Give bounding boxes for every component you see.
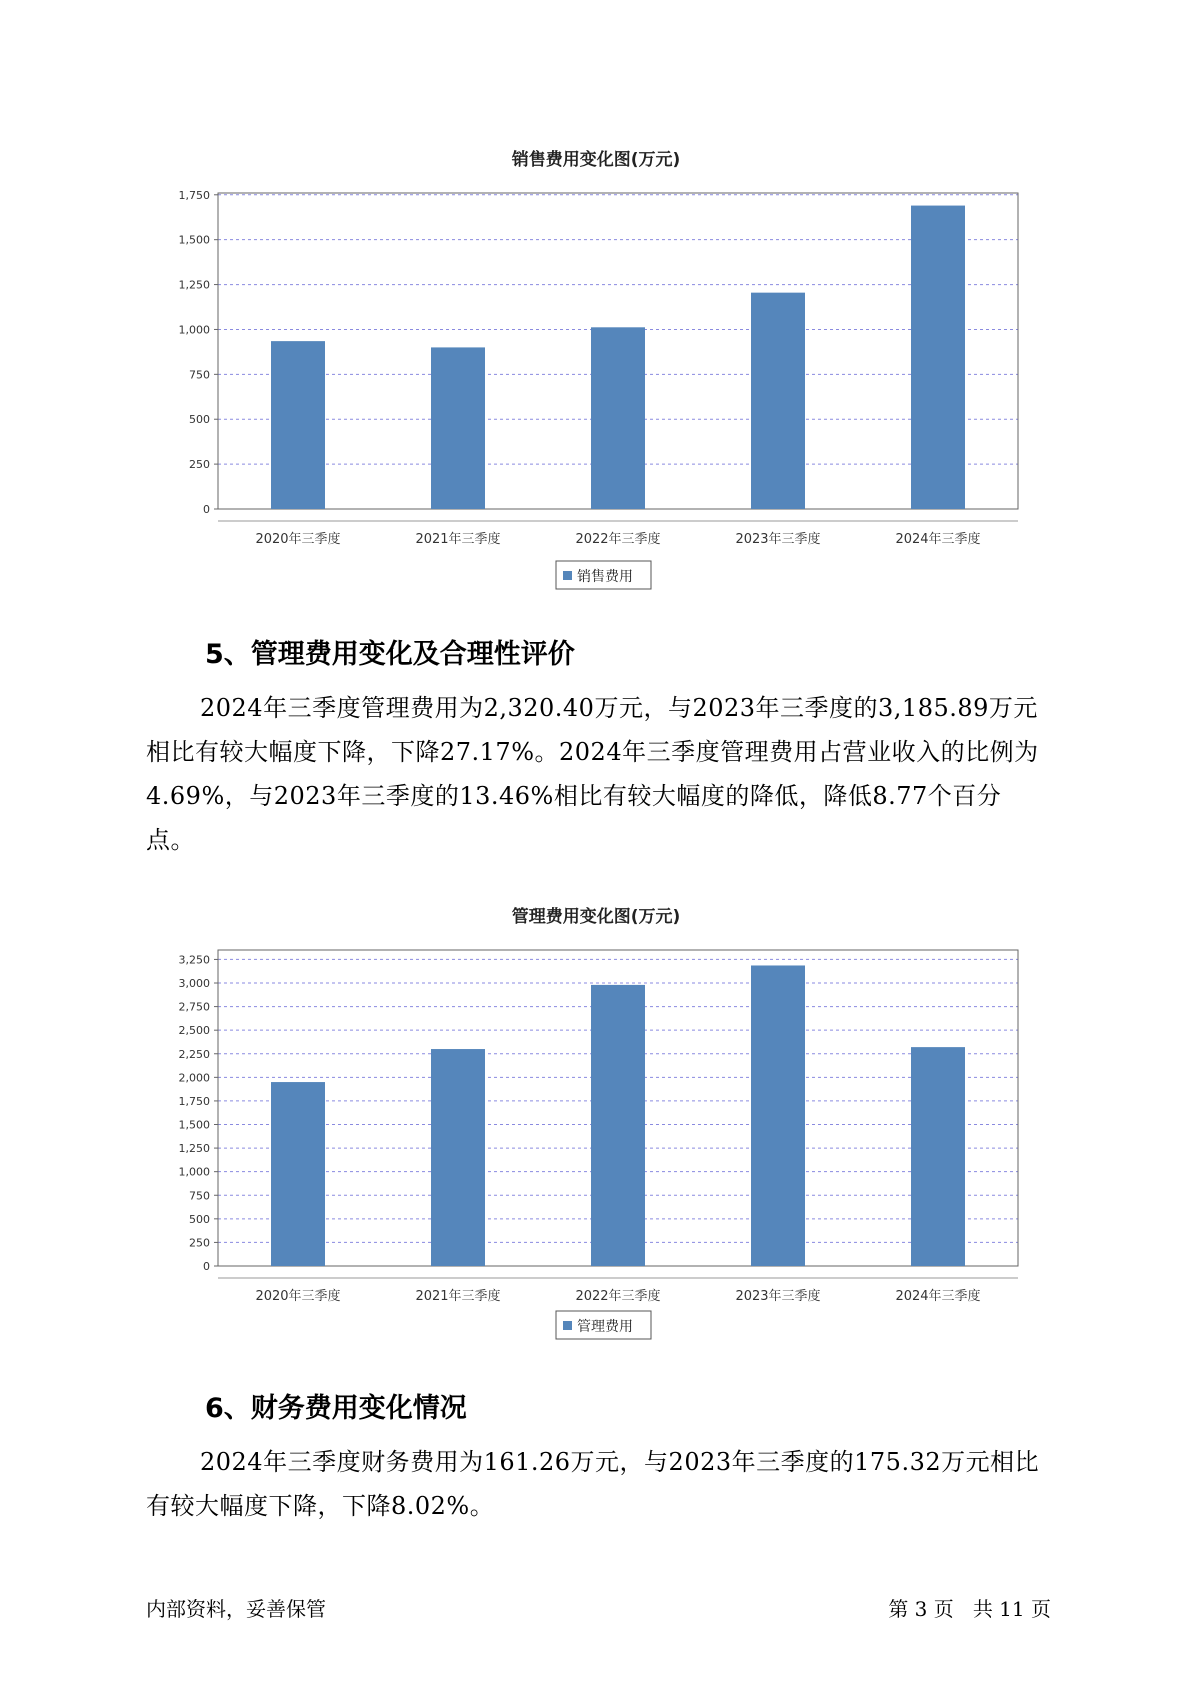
x-category-label: 2023年三季度 [735,532,821,547]
sales-expense-chart [0,135,1191,595]
x-axis-categories [255,531,980,547]
legend [556,561,651,589]
bar [431,347,485,509]
y-tick-label: 2,250 [178,1047,210,1061]
x-category-label: 2024年三季度 [895,532,981,547]
bars [271,206,965,509]
y-tick-label: 1,250 [178,278,210,292]
y-tick-label: 1,500 [178,233,210,247]
section-5-heading: 5、管理费用变化及合理性评价 [205,639,575,670]
y-tick-label: 250 [189,458,210,472]
sales-expense-chart-svg [0,135,1191,595]
legend-label: 管理费用 [577,1319,633,1335]
y-axis-ticks [179,953,219,1273]
y-tick-label: 1,250 [178,1142,210,1156]
x-category-label: 2024年三季度 [895,1289,981,1304]
bar [591,327,645,509]
bar [431,1049,485,1266]
y-tick-label: 1,750 [178,1094,210,1108]
y-tick-label: 500 [189,413,210,427]
bar [271,1082,325,1266]
x-category-label: 2020年三季度 [255,532,341,547]
y-tick-label: 750 [189,368,210,382]
x-category-label: 2022年三季度 [575,1289,661,1304]
y-tick-label: 3,000 [178,977,210,991]
bar [271,341,325,509]
y-tick-label: 2,000 [178,1071,210,1085]
legend-swatch [563,571,572,580]
y-tick-label: 500 [189,1212,210,1226]
y-tick-label: 250 [189,1236,210,1250]
legend-swatch [563,1321,572,1330]
legend-label: 销售费用 [577,569,633,585]
section-5-paragraph: 2024年三季度管理费用为2,320.40万元，与2023年三季度的3,185.89万元相比有较大幅度下降，下降27.17%。2024年三季度管理费用占营业收入的比例为4.69%，与2023年三季度的13.46%相比有较大幅度的降低，降低8.77个百分点。 [146,694,1039,854]
bar [911,1047,965,1266]
bar [751,293,805,509]
y-tick-label: 0 [203,1260,210,1273]
section-6-heading: 6、财务费用变化情况 [205,1393,467,1424]
bar [911,206,965,509]
section-6-paragraph: 2024年三季度财务费用为161.26万元，与2023年三季度的175.32万元相比有较大幅度下降，下降8.02%。 [146,1448,1040,1520]
bars [271,965,965,1266]
footer-left: 内部资料，妥善保管 [146,1597,326,1621]
y-tick-label: 2,750 [178,1000,210,1014]
y-tick-label: 2,500 [178,1024,210,1038]
y-tick-label: 750 [189,1189,210,1203]
y-tick-label: 0 [203,503,210,516]
x-category-label: 2022年三季度 [575,532,661,547]
footer-page-number: 第 3 页 共 11 页 [888,1597,1051,1621]
x-category-label: 2021年三季度 [415,1289,501,1304]
y-axis-ticks [179,189,219,516]
x-category-label: 2023年三季度 [735,1289,821,1304]
x-category-label: 2020年三季度 [255,1289,341,1304]
y-tick-label: 3,250 [178,953,210,967]
admin-expense-chart-svg [0,892,1191,1352]
bar [591,985,645,1266]
admin-expense-chart [0,892,1191,1352]
y-tick-label: 1,750 [178,188,210,202]
x-category-label: 2021年三季度 [415,532,501,547]
chart-title: 销售费用变化图(万元) [511,150,681,170]
y-tick-label: 1,000 [178,1165,210,1179]
x-axis-categories [255,1288,980,1304]
y-tick-label: 1,000 [178,323,210,337]
chart-title: 管理费用变化图(万元) [511,907,681,927]
y-tick-label: 1,500 [178,1118,210,1132]
legend [556,1311,651,1339]
bar [751,965,805,1266]
